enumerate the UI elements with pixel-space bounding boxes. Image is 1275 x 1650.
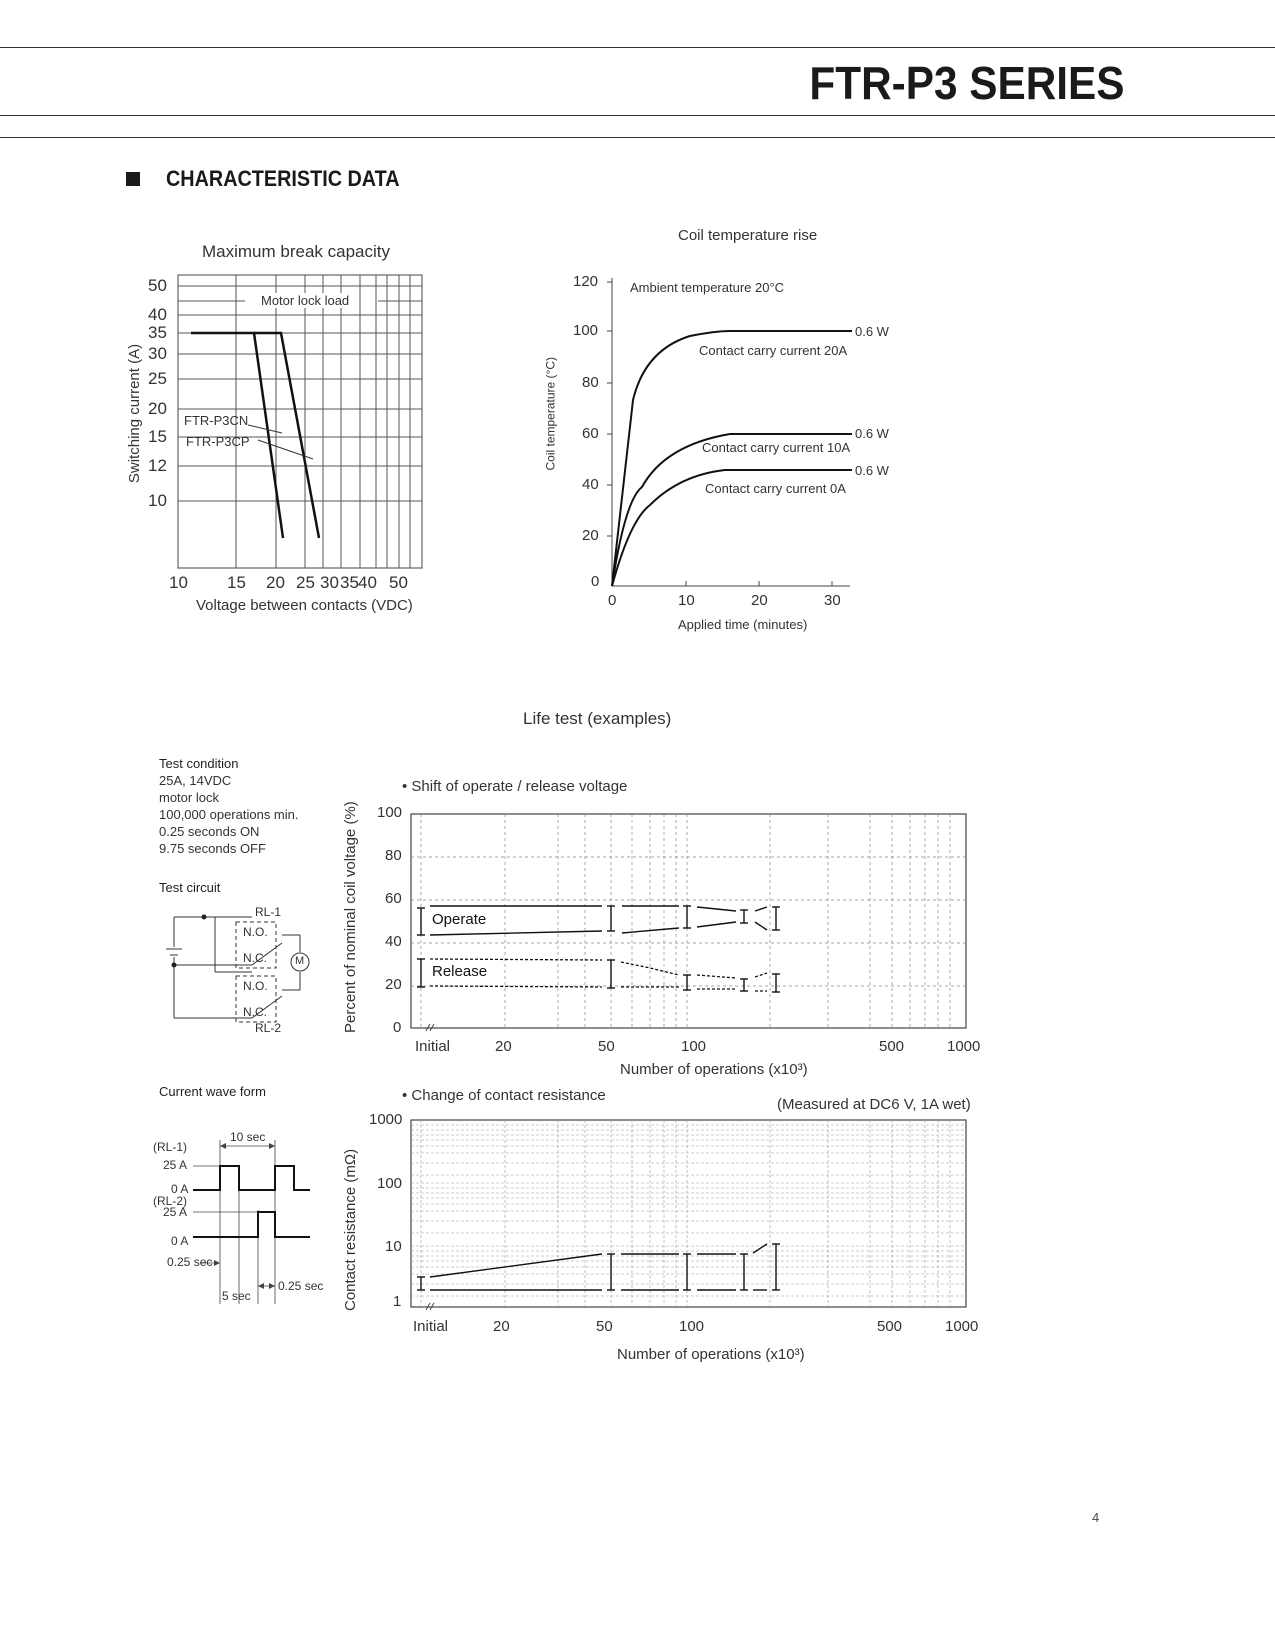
xtick: 50 bbox=[596, 1318, 613, 1335]
ytick: 80 bbox=[582, 374, 599, 391]
xtick: 1000 bbox=[947, 1038, 981, 1055]
test-circuit-title: Test circuit bbox=[159, 880, 221, 895]
xtick: Initial bbox=[413, 1318, 449, 1335]
circuit-rl2-label: RL-2 bbox=[255, 1021, 282, 1035]
page-number: 4 bbox=[1092, 1510, 1100, 1525]
wave-0a-label: 0 A bbox=[171, 1182, 189, 1196]
ytick: 20 bbox=[385, 976, 402, 993]
header-rule-top bbox=[0, 47, 1275, 48]
header-rule-mid bbox=[0, 115, 1275, 116]
ytick: 100 bbox=[377, 1175, 403, 1192]
ytick: 1 bbox=[393, 1293, 402, 1310]
test-condition-line: 25A, 14VDC bbox=[159, 773, 232, 788]
test-condition-title: Test condition bbox=[159, 756, 239, 771]
test-condition-line: 100,000 operations min. bbox=[159, 807, 299, 822]
wave-rl2-label: (RL-2) bbox=[153, 1194, 188, 1208]
xtick: 20 bbox=[495, 1038, 512, 1055]
chart-title: Maximum break capacity bbox=[202, 242, 391, 261]
wave-0a-label: 0 A bbox=[171, 1234, 189, 1248]
series-end-20a: 0.6 W bbox=[855, 324, 889, 339]
series-end-10a: 0.6 W bbox=[855, 426, 889, 441]
resistance-note: (Measured at DC6 V, 1A wet) bbox=[777, 1096, 971, 1113]
ytick: 10 bbox=[148, 491, 167, 510]
section-title: CHARACTERISTIC DATA bbox=[166, 166, 400, 191]
header-rule-bottom bbox=[0, 137, 1275, 138]
ytick: 40 bbox=[385, 933, 402, 950]
ytick: 1000 bbox=[369, 1111, 403, 1128]
xtick: 40 bbox=[358, 573, 377, 592]
ytick: 120 bbox=[573, 273, 599, 290]
voltage-chart-subtitle: • Shift of operate / release voltage bbox=[402, 778, 628, 795]
circuit-no-label: N.O. bbox=[243, 979, 268, 993]
xtick: 25 bbox=[296, 573, 315, 592]
xtick: 100 bbox=[681, 1038, 707, 1055]
resistance-y-axis-label: Contact resistance (mΩ) bbox=[342, 1148, 359, 1311]
ytick: 60 bbox=[582, 425, 599, 442]
circuit-rl1-label: RL-1 bbox=[255, 905, 282, 919]
resistance-x-axis-label: Number of operations (x10³) bbox=[617, 1346, 805, 1363]
test-condition-line: 9.75 seconds OFF bbox=[159, 841, 266, 856]
wave-rl1-label: (RL-1) bbox=[153, 1140, 188, 1154]
xtick: 15 bbox=[227, 573, 246, 592]
xtick: 20 bbox=[493, 1318, 510, 1335]
wave-on2-label: 0.25 sec bbox=[278, 1279, 324, 1293]
chart-title: Coil temperature rise bbox=[678, 227, 818, 244]
ytick: 40 bbox=[148, 305, 167, 324]
series-label-0a: Contact carry current 0A bbox=[705, 481, 846, 496]
ytick: 0 bbox=[393, 1019, 402, 1036]
test-condition-line: 0.25 seconds ON bbox=[159, 824, 260, 839]
ytick: 100 bbox=[573, 322, 599, 339]
annotation-motor-lock-load: Motor lock load bbox=[261, 293, 350, 308]
section-bullet-icon bbox=[126, 172, 140, 186]
wave-offset-label: 5 sec bbox=[222, 1289, 251, 1303]
wave-period-label: 10 sec bbox=[230, 1130, 266, 1144]
xtick: 30 bbox=[824, 592, 841, 609]
xtick: 500 bbox=[877, 1318, 903, 1335]
series-end-0a: 0.6 W bbox=[855, 463, 889, 478]
life-test-title: Life test (examples) bbox=[523, 709, 672, 728]
ytick: 20 bbox=[582, 527, 599, 544]
series-label-10a: Contact carry current 10A bbox=[702, 440, 851, 455]
test-condition-line: motor lock bbox=[159, 790, 219, 805]
circuit-no-label: N.O. bbox=[243, 925, 268, 939]
ytick: 80 bbox=[385, 847, 402, 864]
release-label: Release bbox=[432, 963, 488, 980]
ytick: 30 bbox=[148, 344, 167, 363]
xtick: Initial bbox=[415, 1038, 451, 1055]
ytick: 12 bbox=[148, 456, 167, 475]
xtick: 50 bbox=[389, 573, 408, 592]
resistance-chart-subtitle: • Change of contact resistance bbox=[402, 1087, 606, 1104]
wave-form-title: Current wave form bbox=[159, 1084, 266, 1099]
wave-on-label: 0.25 sec bbox=[167, 1255, 213, 1269]
page-title: FTR-P3 SERIES bbox=[809, 57, 1125, 109]
legend-ftr-p3cp: FTR-P3CP bbox=[186, 434, 250, 449]
voltage-y-axis-label: Percent of nominal coil voltage (%) bbox=[342, 801, 359, 1033]
circuit-nc-label: N.C. bbox=[243, 951, 267, 965]
circuit-nc-label: N.C. bbox=[243, 1005, 267, 1019]
motor-icon: M bbox=[295, 955, 305, 967]
ytick: 10 bbox=[385, 1238, 402, 1255]
y-axis-label: Coil temperature (°C) bbox=[543, 357, 558, 471]
operate-label: Operate bbox=[432, 911, 487, 928]
ytick: 40 bbox=[582, 476, 599, 493]
xtick: 20 bbox=[751, 592, 768, 609]
xtick: 30 bbox=[320, 573, 339, 592]
series-label-20a: Contact carry current 20A bbox=[699, 343, 848, 358]
annotation-ambient: Ambient temperature 20°C bbox=[630, 280, 785, 295]
xtick: 0 bbox=[608, 592, 617, 609]
x-axis-label: Voltage between contacts (VDC) bbox=[196, 597, 413, 614]
voltage-x-axis-label: Number of operations (x10³) bbox=[620, 1061, 808, 1078]
x-axis-label: Applied time (minutes) bbox=[678, 617, 808, 632]
wave-25a-label: 25 A bbox=[163, 1205, 188, 1219]
xtick: 35 bbox=[340, 573, 359, 592]
xtick: 50 bbox=[598, 1038, 615, 1055]
xtick: 1000 bbox=[945, 1318, 979, 1335]
xtick: 100 bbox=[679, 1318, 705, 1335]
ytick: 50 bbox=[148, 276, 167, 295]
ytick: 35 bbox=[148, 323, 167, 342]
ytick: 15 bbox=[148, 427, 167, 446]
xtick: 500 bbox=[879, 1038, 905, 1055]
xtick: 10 bbox=[678, 592, 695, 609]
ytick: 20 bbox=[148, 399, 167, 418]
ytick: 25 bbox=[148, 369, 167, 388]
ytick: 0 bbox=[591, 573, 600, 590]
ytick: 100 bbox=[377, 804, 403, 821]
xtick: 10 bbox=[169, 573, 188, 592]
ytick: 60 bbox=[385, 890, 402, 907]
y-axis-label: Switching current (A) bbox=[126, 343, 143, 484]
xtick: 20 bbox=[266, 573, 285, 592]
legend-ftr-p3cn: FTR-P3CN bbox=[184, 413, 249, 428]
wave-25a-label: 25 A bbox=[163, 1158, 188, 1172]
